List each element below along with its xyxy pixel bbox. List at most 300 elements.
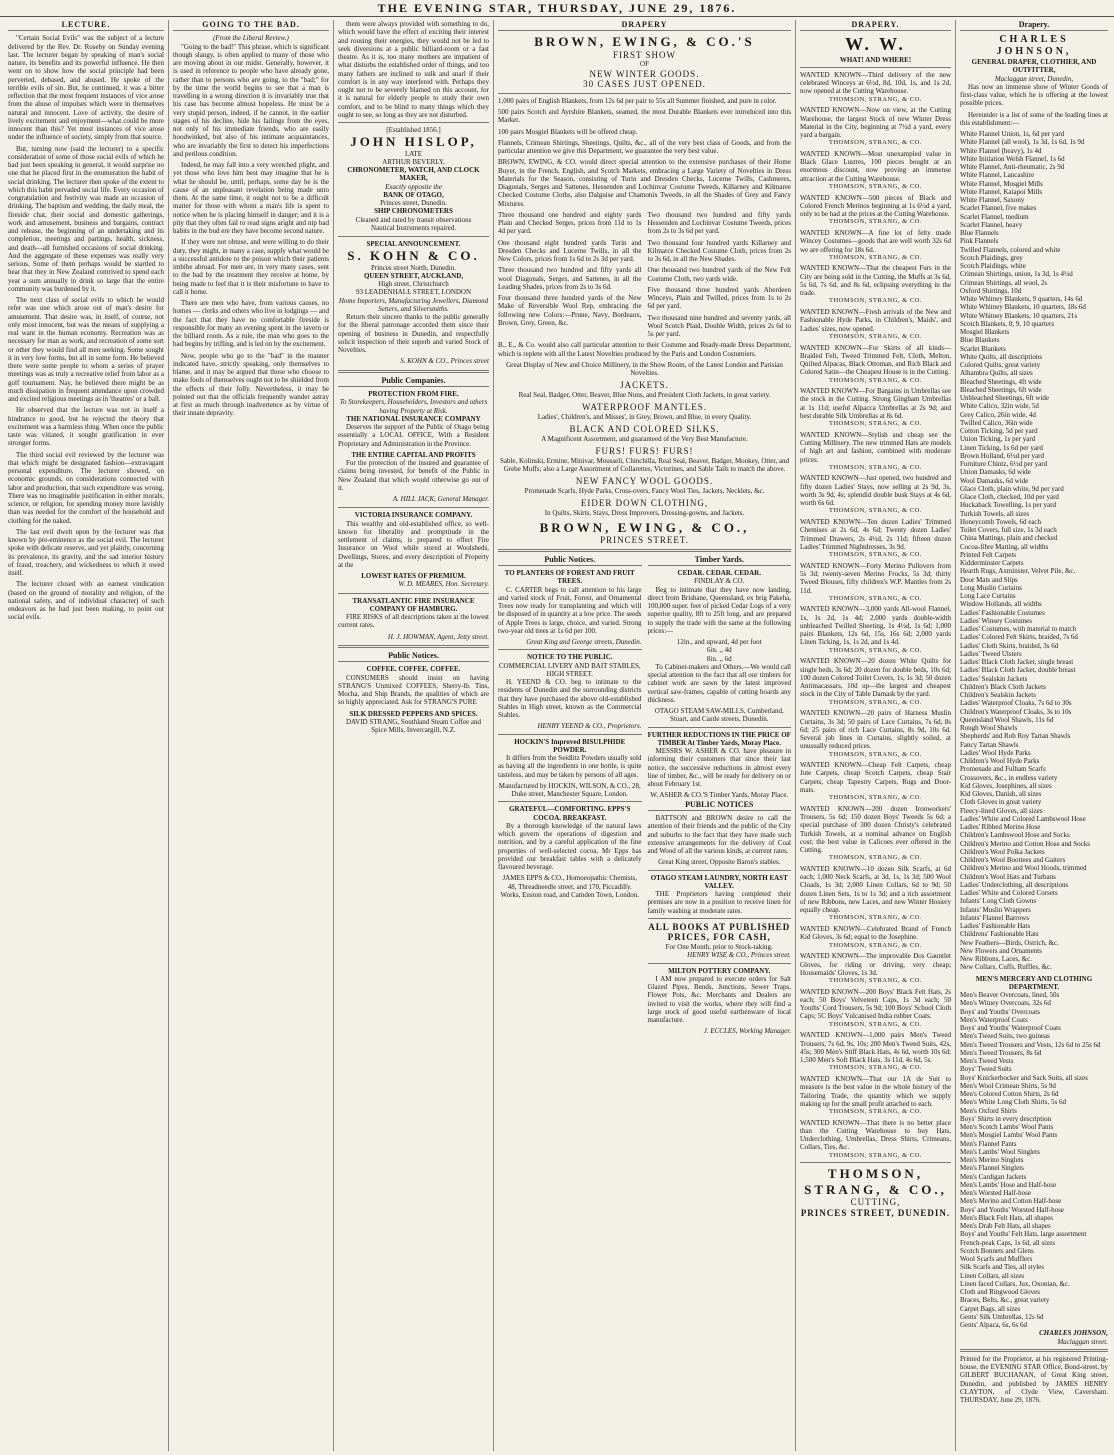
advert-line: To Storekeepers, Householders, Investors and others having Property at Risk. bbox=[339, 398, 488, 415]
advert-title: TRANSATLANTIC FIRE INSURANCE COMPANY OF HAMBURG. bbox=[352, 596, 475, 613]
stock-list-item: White Whitney Blankets, 10 quarters, 21s bbox=[960, 311, 1078, 320]
stock-list-item: White Flannel, Lancashire bbox=[960, 171, 1035, 180]
stock-list-item: Grey Calico, 26in wide, 4d bbox=[960, 410, 1036, 419]
wanted-known-text: WANTED KNOWN—Ten dozen Ladies' Trimmed Chemises at 2s 6d, 4s 6d; Twenty dozen Ladies' Trimmed Drawers, 2s 4½d, 2s 11d; fifteen dozen Ladies' Trimmed Nightdresses, 3s 9d. bbox=[800, 518, 951, 551]
wanted-known-item bbox=[800, 431, 951, 472]
grid-item: One thousand eight hundred yards Turin and Dresden Checks and Lucerne Twills, in all the New Colors, prices from 1s 6d to 2s 3d per yard. bbox=[498, 238, 642, 264]
stock-list-item: White Flannel, Kaiapoi Mills bbox=[960, 187, 1043, 196]
advert-line: ARTHUR BEVERLY, bbox=[382, 157, 445, 166]
dress-materials-grid bbox=[498, 211, 791, 342]
stock-list-item: Ladies' Tweed Ulsters bbox=[960, 649, 1022, 658]
wanted-known-item bbox=[800, 150, 951, 191]
wanted-known-item bbox=[800, 805, 951, 862]
wanted-known-item bbox=[800, 1031, 951, 1072]
stock-list-item: Queensland Wool Shawls, 11s 6d bbox=[960, 715, 1054, 724]
advert-title: OTAGO STEAM LAUNDRY, NORTH EAST VALLEY. bbox=[650, 873, 788, 890]
advert-signature: W. D. MEARES, Hon. Secretary. bbox=[398, 580, 489, 589]
wanted-known-text: WANTED KNOWN—1,000 pairs Men's Tweed Trousers, 7s 6d, 9s, 10s; 200 Men's Tweed Suits, 42s, 45s; 300 Men's Stiff Black Hats, 4s 6d, worth 10s 6d; 1,500 Men's Soft Black Hats, 3s 11d, 4s 6d, 5s. bbox=[800, 1031, 951, 1065]
brown-ewing-footer-address: PRINCES STREET. bbox=[600, 535, 689, 546]
wanted-known-item bbox=[800, 474, 951, 515]
stock-list-item: Kid Gloves, Josephines, all sizes bbox=[960, 781, 1052, 790]
stock-list-item: Cloth Gloves in great variety bbox=[960, 798, 1042, 807]
wanted-known-text: WANTED KNOWN—Stylish and cheap see the Cutting Millinery. The new trimmed Hats are models of high art and fashion, combined with moderate prices. bbox=[800, 430, 951, 464]
column-lecture bbox=[4, 20, 169, 1451]
stock-list-item: Ladies' Underclothing, all descriptions bbox=[960, 880, 1069, 889]
advert-line: High street, Christchurch bbox=[378, 280, 449, 289]
wanted-known-item bbox=[800, 194, 951, 226]
advert-body: C. CARTER begs to call attention to his large and varied stock of Fruit, Forest, and Ornamental Trees now ready for transplanting and which will be disposed of in quantity at a low price. The seeds of Apple Trees is large, choice, and varied. Strong two-year old trees at 1s 6d per 100. bbox=[498, 585, 642, 635]
fire-advert bbox=[338, 390, 489, 503]
stock-list-item: Ladies' Costumes, with material to match bbox=[960, 625, 1076, 634]
advert-title: COFFEE. COFFEE. COFFEE. bbox=[366, 665, 461, 674]
wanted-known-signature: THOMSON, STRANG, & CO. bbox=[829, 332, 922, 340]
wanted-known-item bbox=[800, 709, 951, 758]
stock-list-item: Boys' and Youths' Worsted Half-hose bbox=[960, 1205, 1064, 1214]
stock-list-item: Men's Oxford Shirts bbox=[960, 1106, 1017, 1115]
wanted-known-item bbox=[800, 229, 951, 261]
stock-list-item: Rough Wool Shawls bbox=[960, 724, 1018, 733]
wanted-known-text: WANTED KNOWN—20 dozen White Quilts for single beds, 3s 6d; 20 dozen for double beds, 10s 6d; 100 dozen Colored Toilet Covers, 1s, 1s 3d; 50 dozen Antimacassars, 10d up—the largest and cheapest stock in the City of Table Damask by the yard. bbox=[800, 657, 951, 699]
stock-list-item: Kidderminster Carpets bbox=[960, 559, 1024, 568]
advert-body: CONSUMERS should insist on having STRANG'S Unmixed COFFEES, Sherry-lb. Tins, Mocha, and Ship Brands, the qualities of which are so highly appreciated. Ask for STRANG'S PURE bbox=[338, 673, 489, 707]
stock-list-item: Carpet Bags, all sizes bbox=[960, 1304, 1021, 1313]
stock-list-item: Men's Beaver Overcoats, lined, 50s bbox=[960, 991, 1060, 1000]
advert-line: CHRONOMETER, WATCH, AND CLOCK MAKER, bbox=[347, 166, 480, 183]
wanted-known-text: WANTED KNOWN—Fresh arrivals of the New and Fashionable Hyde Parks, in Children's, Maids', and Ladies' sizes, now opened. bbox=[800, 308, 951, 333]
advert-body: MESSRS W. ASHER & CO. have pleasure in informing their customers that since their last notice, the successive reductions in almost every line of timber, &c., will be ready for delivery on or about February 1st. bbox=[647, 747, 791, 789]
wanted-known-signature: THOMSON, STRANG, & CO. bbox=[829, 420, 922, 428]
advert-title: CEDAR. CEDAR. CEDAR. bbox=[677, 569, 761, 578]
wanted-known-text: WANTED KNOWN—10 dozen Silk Scarfs, at 6d each; 1,000 Neck Scarfs, at 3d, 1s, 1s 3d; 500 Wool Cloads, 1s 3d; 2,000 Linen Collars, 6d to 9d; 50 dozen Linen Sets, 1s to 1s 3d; and a rich assortment of new Ribbons, new Laces, and new Winter Hosiery equally cheap. bbox=[800, 864, 951, 915]
stock-list-item: White Whitney Blankets, 9 quarters, 14s 6d bbox=[960, 295, 1083, 304]
wanted-known-signature: THOMSON, STRANG, & CO. bbox=[829, 95, 922, 103]
stock-list-item: Pink Flannels bbox=[960, 237, 999, 246]
advert-title: NOTICE TO THE PUBLIC. bbox=[526, 653, 613, 662]
price-line: 12in., and upward, 4d per foot bbox=[676, 638, 762, 647]
article-heading: GOING TO THE BAD. bbox=[173, 20, 329, 31]
wanted-known-item bbox=[800, 605, 951, 654]
stock-list-item: Union Ticking, 1s per yard bbox=[960, 435, 1036, 444]
stock-list-item: Infants' Long Cloth Gowns bbox=[960, 897, 1037, 906]
advert-body: Deserves the support of the Public of Otago being essentially a LOCAL OFFICE, With a Resident Proprietary and Administration in the Province. bbox=[338, 423, 489, 448]
wanted-known-text: WANTED KNOWN—500 pieces of Black and Colored French Merinos beginning at 1s 6½d a yard, only to be had at the prices at the Cutting Warehouse. bbox=[800, 193, 951, 219]
wanted-known-item bbox=[800, 1119, 951, 1160]
advert-title: ALL BOOKS AT PUBLISHED PRICES, FOR CASH, bbox=[648, 921, 791, 943]
stock-list-item: Ladies' Fashionable Costumes bbox=[960, 608, 1045, 617]
lower-notices bbox=[498, 555, 791, 1036]
advert-signature: HENRY WISE & CO., Princes street. bbox=[687, 951, 791, 960]
advert-body: By a thorough knowledge of the natural laws which govern the operations of digestion and nutrition, and by a careful application of the fine properties of well-selected cocoa, Mr Epps has provided our breakfast tables with a delicately flavoured beverage. bbox=[498, 821, 642, 872]
advert-line: 30 CASES JUST OPENED. bbox=[583, 79, 706, 90]
johnson-trade: GENERAL DRAPER, CLOTHIER, AND OUTFITTER, bbox=[971, 58, 1097, 75]
lecture-paragraph: The last evil dwelt upon by the lecturer was that known by pre-eminence as the social evil. The lecturer spoke with delicate reserve, and yet plainly, concerning its prevalence, its gravity, and the sad interior history of fraud, treachery, and wickedness to which it owed itself. bbox=[8, 527, 164, 578]
section-heading: Public Notices. bbox=[338, 651, 489, 662]
advert-body: Return their sincere thanks to the public generally for the liberal patronage accorded them since their opening of business in Dunedin, and respectfully solicit inspection of their superb and varied Stock of Novelties. bbox=[338, 313, 489, 355]
stock-list-item: New Ribbons, Laces, &c. bbox=[960, 955, 1032, 964]
wanted-known-text: WANTED KNOWN—Now on view, at the Cutting Warehouse, the largest Stock of new Winter Dress Material in the City, beginning at 7½d a yard, every yard a bargain. bbox=[800, 106, 951, 140]
masthead-title: THE EVENING STAR, THURSDAY, JUNE 29, 1876. bbox=[377, 1, 737, 15]
advert-body: BATTSON and BROWN desire to call the attention of their friends and the public of the City and suburbs to the fact that they have made such extensive arrangements for the delivery of Coal and Wood of all the various kinds, at current rates. bbox=[647, 814, 791, 856]
article-source: (From the Liberal Review.) bbox=[213, 34, 289, 43]
stock-list-item: Window Hollands, all widths bbox=[960, 600, 1042, 609]
column-charles-johnson bbox=[956, 20, 1112, 1451]
advert-line: LATE bbox=[404, 149, 423, 158]
stock-list-item: Men's Merino Singlets bbox=[960, 1156, 1024, 1165]
advert-signature: JAMES EPPS & CO., Homoeopathic Chemists, 48, Threadneedle street, and 170, Piccadilly. Works, Euston road, and Camden Town, London. bbox=[500, 874, 639, 899]
stock-line: 1,000 pairs of English Blankets, from 12s 6d per pair to 55s all Summer finished, and pure in color. bbox=[498, 96, 777, 105]
wanted-known-signature: THOMSON, STRANG, & CO. bbox=[829, 1108, 922, 1116]
wanted-known-item bbox=[800, 761, 951, 802]
advert-body: FIRE RISKS of all descriptions taken at the lowest current rates. bbox=[338, 613, 489, 630]
stock-list-item: Door Mats and Slips bbox=[960, 575, 1018, 584]
wanted-known-item bbox=[800, 925, 951, 949]
wanted-known-text: WANTED KNOWN—3,000 yards All-wool Flannel, 1s, 1s 2d, 1s 4d; 2,000 yards double-width unbleached Twilled Sheeting, 1s 4½d, 1s 6d; 1,000 pairs Blankets, 12s 6d, 15s, 16s 6d; 2,000 yards Linen Ticking, 1s, 1s 2d, and 1s 4d. bbox=[800, 605, 951, 647]
stock-list-item: Boys' Tweed Suits bbox=[960, 1065, 1012, 1074]
ww-logo: W. W. bbox=[845, 34, 906, 55]
wanted-known-text: WANTED KNOWN—Just opened, two hundred and fifty dozen Ladies' Stays, now selling at 2s 9d, 3s, worth 3s 9d, 4s; splendid double busk Stays at 4s 6d, worth 6s 6d. bbox=[800, 474, 951, 508]
advert-line: SILK DRESSED PEPPERS AND SPICES. bbox=[349, 709, 478, 718]
stock-line: Real Seal, Badger, Otter, Beaver, Blue Nuns, and President Cloth Jackets, in great variety. bbox=[518, 390, 771, 399]
stock-list-item: Men's Cardigan Jackets bbox=[960, 1172, 1027, 1181]
wanted-known-text: WANTED KNOWN—For Skirts of all kinds—Braided Felt, Tweed Trimmed Felt, Cloth, Melton, Quilted Alpacas, Black Ottoman, and Rich Black and Colored Satin—the Cheapest House is in the Cutting. bbox=[800, 343, 951, 377]
stock-list-item: Wool Scarfs and Mufflers bbox=[960, 1255, 1033, 1264]
column-advertisements bbox=[334, 20, 494, 1451]
stock-list-item: Unbleached Sheetings, 6ft wide bbox=[960, 394, 1050, 403]
column-thomson-strang bbox=[796, 20, 956, 1451]
stock-list-item: Children's Merino and Wool Hoods, trimmed bbox=[960, 864, 1087, 873]
stock-list-item: Boys' Knickerbocker and Sack Suits, all sizes bbox=[960, 1073, 1088, 1082]
grid-item: One thousand two hundred yards of the New Felt Costume Cloth, two yards wide. bbox=[647, 266, 791, 283]
stock-list-item: New Feathers—Birds, Ostrich, &c. bbox=[960, 938, 1059, 947]
stock-list-item: Union Damasks, 6d wide bbox=[960, 468, 1031, 477]
stock-list-item: Children's Wool Boottees and Gaiters bbox=[960, 856, 1066, 865]
stock-list-item: Children's Wool Hats and Turbans bbox=[960, 872, 1056, 881]
stock-list-item: Scotch Blankets, 8, 9, 10 quarters bbox=[960, 319, 1055, 328]
stock-list-item: Printed Felt Carpets bbox=[960, 550, 1016, 559]
stock-list-item: Gents' Alpaca, 6s, 6s 6d bbox=[960, 1321, 1027, 1330]
johnson-stock-list bbox=[960, 130, 1108, 972]
section-title: NEW FANCY WOOL GOODS. bbox=[575, 476, 714, 487]
stock-list-item: Ladies' Colored Felt Skirts, braided, 7s 6d bbox=[960, 633, 1078, 642]
advert-line: 93 LEADENHALL STREET, LONDON bbox=[355, 288, 472, 297]
stock-list-item: Scotch Plaidings, grey bbox=[960, 253, 1023, 262]
stock-line: Promenade Scarfs, Hyde Parks, Cross-overs, Fancy Wool Ties, Jackets, Necklets, &c. bbox=[524, 486, 765, 495]
johnson-intro: Has now an immense show of Winter Goods of first-class value, which he is offering at the lowest possible prices. bbox=[960, 82, 1108, 108]
lecture-heading: LECTURE. bbox=[8, 20, 164, 31]
wanted-known-item bbox=[800, 308, 951, 340]
stock-list-item: New Collars, Cuffs, Ruffles, &c. bbox=[960, 963, 1052, 972]
stock-list-item: Boys' and Youths' Overcoats bbox=[960, 1007, 1040, 1016]
advert-title: FURTHER REDUCTIONS IN THE PRICE OF TIMBER At Timber Yards, Moray Place. bbox=[647, 730, 791, 747]
advert-body: It differs from the Seidlitz Powders usually sold as having all the ingredients in one bottle, is quite tasteless, and may be taken by persons of all ages. bbox=[498, 754, 642, 779]
stock-list-item: Oxford Shirtings, 10d bbox=[960, 286, 1022, 295]
article-paragraph: There are men who have, from various causes, no homes — clerks and others who live in lodgings — and the fact that they have no comfortable fireside is responsible for many an evening spent in the tavern or the billiard room. As a rule, the man who goes to the bad begins by trifling, and is led on by the excitement. bbox=[173, 299, 329, 349]
stock-list-item: Ladies' Sealskin Jackets bbox=[960, 674, 1028, 683]
hislop-advert bbox=[338, 134, 489, 232]
stock-list-item: Children's Wool Polka Jackets bbox=[960, 847, 1045, 856]
stock-list-item: White Flannel Union, 1s, 6d per yard bbox=[960, 130, 1065, 139]
stock-list-item: Glace Cloth, checked, 10d per yard bbox=[960, 493, 1059, 502]
stock-line: 500 pairs Scotch and Ayrshire Blankets, seamed, the most Durable Blankets ever introduced into this Market. bbox=[498, 108, 791, 125]
wanted-known-text: WANTED KNOWN—The improvable Dos Gauntlet Gloves, for riding or driving, very cheap; Housemaids' Gloves, 1s 3d. bbox=[800, 952, 951, 977]
stock-list-item: Men's Drab Felt Hats, all shapes bbox=[960, 1222, 1051, 1231]
stock-list-item: Men's Colored Cotton Shirts, 2s 6d bbox=[960, 1090, 1059, 1099]
stock-list-item: White Flannel (all wool), 1s 3d, 1s 6d, 1s 9d bbox=[960, 138, 1085, 147]
lecture-paragraph: "Certain Social Evils" was the subject of a lecture delivered by the Rev. Dr. Roseby on Sunday evening last. The lecturer began by speaking of man's social nature, its benefits and its powerful influence. He then went on to show how the social principle had been perverted, debased, and abused. He spoke of the terrible evils of sin. But, he continued, it was a bitter reflection that the most frequent instances of vice arose from the abuse of impulses which were in themselves natural and innocent. Love of activity, the desire of lively excitement and enjoyment—what could be more innocent than this? Yet most instances of vice arose under the influence of society, simply from that source. bbox=[8, 34, 164, 142]
wanted-known-signature: THOMSON, STRANG, & CO. bbox=[829, 794, 922, 802]
stock-list-item: White Flannel (heavy), 1s 4d bbox=[960, 146, 1042, 155]
wanted-known-signature: THOMSON, STRANG, & CO. bbox=[829, 507, 922, 515]
lecture-paragraph: He observed that the lecture was not in itself a hindrance to good, but he rejected the theory that excitement was a harmless thing. When once the public taste was vitiated, it sought gratification in ever stronger forms. bbox=[8, 406, 164, 448]
price-line: 8in. ,, 6d bbox=[706, 654, 732, 663]
wanted-known-item bbox=[800, 657, 951, 706]
advert-line: NEW WINTER GOODS. bbox=[589, 68, 700, 79]
wanted-known-text: WANTED KNOWN—Cheap Felt Carpets, cheap Jute Carpets, cheap Scotch Carpets, cheap Stair Carpets, cheap Tapestry Carpets, Rugs and Door-mats. bbox=[800, 761, 951, 794]
stock-line: 100 pairs Mosgiel Blankets will be offered cheap. bbox=[498, 127, 638, 136]
stock-list-item: Fleecy-lined Gloves, all sizes bbox=[960, 806, 1043, 815]
wanted-known-signature: THOMSON, STRANG, & CO. bbox=[829, 854, 922, 862]
advert-body: To Cabinet-makers and Others.—We would call special attention to the fact that all our timbers for cabinet work are sawn by the latest improved vertical saw-frames, capable of cutting boards any thickness. bbox=[647, 662, 791, 704]
thomson-footer-cutting: CUTTING, bbox=[850, 1196, 901, 1207]
advert-signature: HENRY YEEND & CO., Proprietors. bbox=[537, 722, 642, 731]
brown-ewing-name: BROWN, EWING, & CO.'S bbox=[534, 34, 755, 50]
section-heading: Timber Yards. bbox=[648, 555, 792, 566]
stock-list-item: Ladies' White and Colored Corsets bbox=[960, 889, 1058, 898]
stock-list-item: Honeycomb Towels, 6d each bbox=[960, 517, 1042, 526]
section-title: FURS! FURS! FURS! bbox=[595, 445, 694, 456]
stock-list-item: Children's Merino and Cotton Hose and Socks bbox=[960, 839, 1090, 848]
stock-list-item: Children's Sealskin Jackets bbox=[960, 691, 1036, 700]
section-heading: Public Notices. bbox=[498, 555, 642, 566]
stock-list-item: Linen Collars, all sizes bbox=[960, 1271, 1025, 1280]
stock-list-item: White Calico, 32in wide, 5d bbox=[960, 402, 1039, 411]
stock-list-item: Men's Tweed Vests bbox=[960, 1057, 1014, 1066]
stock-list-item: Ladies' White and Colored Lambswool Hose bbox=[960, 814, 1086, 823]
public-notices-column bbox=[498, 555, 642, 1036]
johnson-signature: CHARLES JOHNSON, bbox=[1039, 1329, 1108, 1338]
thomson-footer-name: THOMSON, STRANG, & CO., bbox=[804, 1166, 947, 1197]
advert-body: I AM now prepared to execute orders for Salt Glazed Pipes, Bends, Junctions, Sewer Traps, Flower Pots, &c. Merchants and Dealers are invited to visit the works, where they will find a large stock of good useful earthenware of local manufacture. bbox=[647, 974, 791, 1025]
advert-name: S. KOHN & CO. bbox=[347, 248, 480, 264]
section-heading: PUBLIC NOTICES bbox=[648, 800, 792, 811]
article-paragraph: If they were not obtuse, and were willing to do their duty, they might, in many a case, supply what would be a successful antidote to the poison which their patients imbibe abroad. For men are, in very many cases, sent to the bad by the treatment they receive at home, by being made to feel that it is their misfortune to have to call it home. bbox=[173, 238, 329, 296]
wanted-known-item bbox=[800, 952, 951, 984]
stock-list-item: Men's Black Felt Hats, all shapes bbox=[960, 1213, 1054, 1222]
column-going-to-the-bad bbox=[169, 20, 334, 1451]
stock-list-item: Boys' Shirts in every description bbox=[960, 1114, 1052, 1123]
stock-list-item: Long Lace Curtains bbox=[960, 592, 1016, 601]
stock-list-item: Men's Wool Crimean Shirts, 5s 9d bbox=[960, 1081, 1056, 1090]
stock-list-item: Promenade and Fulham Scarfs bbox=[960, 765, 1046, 774]
wanted-known-item bbox=[800, 865, 951, 922]
brown-ewing-footer-name: BROWN, EWING, & CO., bbox=[539, 519, 750, 535]
lecture-paragraph: The lecturer closed with an earnest vindication (based on the ground of morality and religion, of the national safety, and of individual character) of such endeavors as he had just been making, to point out social evils. bbox=[8, 580, 164, 622]
stock-list-item: Twilled Flannels, colored and white bbox=[960, 245, 1061, 254]
what-and-where: WHAT! AND WHERE! bbox=[839, 55, 912, 64]
article-paragraph: Indeed, he may fall into a very wretched plight, and yet those who love him best may imagine that he is what he should be, until, perhaps, some day he is the cause of an unpleasant revelation being made unto them. At the same time, it ought not to be a difficult matter for those with whom a man's life is spent to notice when he is placing himself in danger; and it is a pity that they often fail to read signs aright and nip bad habits in the bud ere they have become second nature. bbox=[173, 161, 329, 236]
advert-signature: Great King street, Opposite Baron's stables. bbox=[658, 858, 781, 867]
wanted-known-item bbox=[800, 988, 951, 1029]
advert-body: This wealthy and old-established office, so well-known for liberality and promptitude in the settlement of claims, is prepared to effect Fire Insurance on Wool while stored at Woolsheds, Dwellings, Stores, and every description of Property at the bbox=[338, 519, 489, 569]
drapery-heading: DRAPERY. bbox=[800, 20, 951, 31]
advert-line: Princes street, Dunedin. bbox=[380, 199, 447, 208]
advert-title: TO PLANTERS OF FOREST AND FRUIT TREES. bbox=[504, 569, 635, 586]
wanted-known-text: WANTED KNOWN—200 dozen Ironworkers' Trousers, 5s 6d; 150 dozen Boys' Tweeds 5s 6d; a special purchase of 300 dozen Christy's celebrated Turkish Towels, at a nominal advance on English cost; the best value in Calicoes ever offered in the Cutting. bbox=[800, 804, 951, 855]
wanted-known-item bbox=[800, 264, 951, 305]
stock-line: A Magnificent Assortment, and guaranteed of the Very Best Manufacture. bbox=[541, 434, 748, 443]
advert-signature: J. ECCLES, Working Manager. bbox=[703, 1027, 791, 1036]
stock-list-item: Linen Ticking, 1s 6d per yard bbox=[960, 443, 1043, 452]
wanted-known-list bbox=[800, 71, 951, 1159]
stock-list-item: White Initiation Welsh Flannel, 1s 6d bbox=[960, 154, 1065, 163]
stock-list-item: Men's Worsted Half-hose bbox=[960, 1189, 1031, 1198]
stock-list-item: Bleached Sheetings, 6ft wide bbox=[960, 385, 1042, 394]
stock-list-item: Scarlet Flannel, heavy bbox=[960, 220, 1023, 229]
section-title: EIDER DOWN CLOTHING, bbox=[580, 497, 709, 508]
stock-list-item: Ladies' Winsey Costumes bbox=[960, 616, 1033, 625]
advert-line: Nautical Instruments repaired. bbox=[371, 223, 456, 232]
stock-list-item: White Flannel, Saxony bbox=[960, 196, 1025, 205]
stock-list-item: Crimean Shirtings, all wool, 2s bbox=[960, 278, 1048, 287]
advert-line: Princes street North, Dunedin. bbox=[371, 263, 456, 272]
wanted-known-text: WANTED KNOWN—That there is no better place than the Cutting Warehouse to buy Hats, Underclothing, Umbrellas, Dress Shirts, Crimeans, Collars, Ties, &c. bbox=[800, 1118, 951, 1152]
stock-list-item: China Mattings, plain and checked bbox=[960, 534, 1058, 543]
advert-line: FINDLAY & CO. bbox=[694, 577, 745, 586]
wanted-known-item bbox=[800, 387, 951, 428]
stock-list-item: Huckaback Towelling, 1s per yard bbox=[960, 501, 1056, 510]
stock-list-item: French-peak Caps, 1s 6d, all sizes bbox=[960, 1238, 1056, 1247]
wanted-known-signature: THOMSON, STRANG, & CO. bbox=[829, 1020, 922, 1028]
stock-list-item: Cloth and Ringwood Gloves bbox=[960, 1288, 1040, 1297]
advert-line: Exactly opposite the bbox=[385, 182, 442, 191]
stock-list-item: Twilled Calico, 36in wide bbox=[960, 418, 1033, 427]
wanted-known-text: WANTED KNOWN—A fine lot of felty made Wincey Costumes—goods that are well worth 32s 6d we are offering for 18s 6d. bbox=[800, 229, 951, 254]
wanted-known-item bbox=[800, 562, 951, 603]
grid-item: Two thousand two hundred and fifty yards Hessenden and Lochinvar Costume Tweeds, prices from 2s to 3s 6d per yard. bbox=[647, 210, 791, 236]
stock-list-item: Children's Black Cloth Jackets bbox=[960, 682, 1046, 691]
advert-line: Home Importers, Manufacturing Jewellers, Diamond Setters, and Silversmiths. bbox=[338, 296, 489, 313]
advert-body: Beg to intimate that they have now landing, direct from Brisbane, Queensland, ex brig Pakeha, 100,000 super. feet of picked Cedar Logs of a very superior quality, 8ft to 25ft long, and are prepared to supply the trade with the same at the following prices:— bbox=[647, 585, 791, 635]
stock-list-item: Ladies' Wool Hyde Parks bbox=[960, 748, 1031, 757]
stock-list-item: Men's Tweed Trousers and Vests, 12s 6d to 25s 6d bbox=[960, 1040, 1101, 1049]
wanted-known-signature: THOMSON, STRANG, & CO. bbox=[829, 941, 922, 949]
wanted-known-signature: THOMSON, STRANG, & CO. bbox=[829, 977, 922, 985]
stock-list-item: Children's Waterproof Cloaks, 3s to 10s bbox=[960, 707, 1072, 716]
stock-list-item: Blue Blankets bbox=[960, 336, 1000, 345]
stock-list-item: Scarlet Flannel, medium bbox=[960, 212, 1029, 221]
stock-list-item: New Flowers and Ornaments bbox=[960, 946, 1042, 955]
stock-list-item: Crossovers, &c., in endless variety bbox=[960, 773, 1058, 782]
special-announcement: SPECIAL ANNOUNCEMENT. bbox=[366, 240, 461, 249]
advert-line: THE NATIONAL INSURANCE COMPANY bbox=[346, 414, 481, 423]
stock-list-item: Braces, Belts, &c., great variety bbox=[960, 1296, 1050, 1305]
wanted-known-signature: THOMSON, STRANG, & CO. bbox=[829, 1064, 922, 1072]
advert-line: OF bbox=[640, 60, 649, 69]
stock-list-item: Ladies' Cloth Skirts, braided, 3s 6d bbox=[960, 641, 1059, 650]
advert-line: Cleaned and rated by transit observations bbox=[355, 215, 472, 224]
advert-title: PROTECTION FROM FIRE. bbox=[368, 390, 459, 399]
wanted-known-item bbox=[800, 518, 951, 559]
stock-list-item: Scarlet Blankets bbox=[960, 344, 1006, 353]
stock-list-item: Men's Merino and Cotton Half-hose bbox=[960, 1197, 1062, 1206]
wanted-known-signature: THOMSON, STRANG, & CO. bbox=[829, 297, 922, 305]
stock-list-item: Blue Flannels bbox=[960, 229, 999, 238]
johnson-intro: Hereunder is a list of some of the leading lines at this establishment:— bbox=[960, 110, 1108, 127]
stock-list-item: Turkish Towels, all sizes bbox=[960, 509, 1030, 518]
wanted-known-item bbox=[800, 344, 951, 385]
advert-title: MILTON POTTERY COMPANY. bbox=[668, 966, 771, 975]
stock-line: Ladies', Children's, and Misses', in Grey, Brown, and Blue, in every Quality. bbox=[537, 412, 752, 421]
stock-list-item: Mosgiel Blankets bbox=[960, 328, 1010, 337]
stock-list-item: White Whitney Blankets, 10 quarters, 18s 6d bbox=[960, 303, 1086, 312]
advert-signature: H. J. HOWMAN, Agent, Jetty street. bbox=[387, 632, 489, 641]
stock-line: Sable, Kolinski, Ermine, Minivar, Mousseli, Chinchilla, Real Seal, Beaver, Badger, Monkey, Otter, and Grebe Muffs; also a Large Assortment of Collarettes, Victorines, and Sable Tails to match the above. bbox=[499, 456, 790, 473]
lecture-paragraph: But, turning now (said the lecturer) to a specific consideration of some of those social evils of which he had just been speaking in general, it would surprise no one that he placed first in the enumeration the habit of social drinking. The lecturer then spoke of the extent to which this habit pervaded social life. Every occasion of congratulation and festivity was made an occasion of drinking. The baptism and wedding, the daily meal, the fireside chat, their social and domestic gatherings, work and amusement, business and bargains, contract and release, the beginning of an undertaking and its completion, meetings and partings, health, sickness, and death—all furnished occasions of social drinking. And the aggregate of these expenses was really very serious. Some of them perhaps would be startled to hear that they in New Zealand contrived to spend each year a sum annually in drink so large that the entire community was burdened by it. bbox=[8, 144, 164, 293]
stock-list-item: Boys' and Youths' Felt Hats, large assortment bbox=[960, 1230, 1087, 1239]
wanted-known-item bbox=[800, 106, 951, 147]
timber-yards-column bbox=[648, 555, 792, 1036]
stock-list-item: Glace Cloth, plain white, 9d per yard bbox=[960, 484, 1064, 493]
stock-list-item: Men's Witney Overcoats, 32s 6d bbox=[960, 999, 1051, 1008]
mens-stock-list bbox=[960, 991, 1108, 1329]
stock-line: B., E., & Co. would also call particular attention to their Costume and Ready-made Dress Department, which is replete with all the Latest Novelties produced by the Paris and London Costumiers. bbox=[498, 341, 791, 358]
stock-list-item: Men's Flannel Singlets bbox=[960, 1164, 1024, 1173]
stock-list-item: Linen faced Collars, Jux, Oxonian, &c. bbox=[960, 1279, 1070, 1288]
stock-list-item: Colored Quilts, great variety bbox=[960, 361, 1041, 370]
hamburg-advert bbox=[338, 597, 489, 641]
advert-title: VICTORIA INSURANCE COMPANY. bbox=[354, 511, 473, 520]
wanted-known-signature: THOMSON, STRANG, & CO. bbox=[829, 698, 922, 706]
lecture-paragraph: The third social evil reviewed by the lecturer was that which might be designated fashion—extravagant personal expenditure. The lecturer showed, on economic grounds, on considerations connected with labor and production, that such expenditure was wrong. There was no imaginable justification in either morals, science, or religion, for spending money more lavishly than was needed for the comfort of the household and clothing for the naked. bbox=[8, 450, 164, 525]
advert-title: HOCKIN'S Improved BISULPHIDE POWDER. bbox=[514, 737, 626, 754]
advert-name: JOHN HISLOP, bbox=[350, 134, 477, 150]
stock-list-item: Men's Scotch Lambs' Wool Pants bbox=[960, 1123, 1054, 1132]
printer-imprint: Printed for the Proprietor, at his registered Printing-house, the EVENING STAR Office, Bond-street, by GILBERT BUCHANAN, of Great King street, Dunedin, and published by JAMES HENRY CLAYTON, of Clyde View, Caversham. THURSDAY, June 29, 1876. bbox=[960, 1354, 1108, 1405]
advert-signature: A. HILL JACK, General Manager. bbox=[392, 495, 489, 504]
section-title: WATERPROOF MANTLES. bbox=[581, 402, 707, 413]
stock-list-item: White Flannel, Anti-rheumatic, 2s 9d bbox=[960, 163, 1065, 172]
advert-signature: S. KOHN & CO., Princes street bbox=[400, 357, 489, 366]
section-heading: Public Companies. bbox=[338, 376, 489, 387]
thomson-footer-address: PRINCES STREET, DUNEDIN. bbox=[800, 1207, 951, 1218]
stock-list-item: Bleached Sheetings, 4ft wide bbox=[960, 377, 1042, 386]
stock-list-item: Scotch Plaidings, white bbox=[960, 262, 1026, 271]
stock-list-item: Fancy Tartan Shawls bbox=[960, 740, 1019, 749]
stock-list-item: Furniture Chintz, 6½d per yard bbox=[960, 460, 1048, 469]
masthead bbox=[0, 0, 1114, 17]
stock-list-item: Crimean Shirtings, union, 1s 3d, 1s 4½d bbox=[960, 270, 1073, 279]
stock-list-item: Boys' and Youths' Waterproof Coats bbox=[960, 1024, 1061, 1033]
wanted-known-item bbox=[800, 71, 951, 103]
stock-list-item: White Flannel, Mosgiel Mills bbox=[960, 179, 1043, 188]
stock-list-item: White Quilts, all descriptions bbox=[960, 352, 1043, 361]
wanted-known-signature: THOMSON, STRANG, & CO. bbox=[829, 551, 922, 559]
section-title: BLACK AND COLORED SILKS. bbox=[569, 424, 720, 435]
grid-item: Five thousand three hundred yards Aberdeen Winceys, Plain and Twilled, prices from 1s to 2s 6d per yard. bbox=[647, 285, 791, 311]
stock-list-item: Hearth Rugs, Axminster, Velvet Pile, &c. bbox=[960, 567, 1076, 576]
wanted-known-text: WANTED KNOWN—Celebrated Brand of French Kid Gloves, 3s 6d; equal to the Josephine. bbox=[800, 925, 951, 942]
wanted-known-text: WANTED KNOWN—That our 1A de Suit to measure is the best value in the whole history of the Tailoring Trade, the quantity which we supply making up for the small profit attached to each. bbox=[800, 1075, 951, 1108]
drapery-heading: DRAPERY bbox=[498, 20, 791, 31]
advert-line: BANK OF OTAGO, bbox=[383, 190, 444, 199]
stock-list-item: Children's Lambswool Hose and Socks bbox=[960, 831, 1070, 840]
wanted-known-signature: THOMSON, STRANG, & CO. bbox=[829, 218, 922, 226]
stock-list-item: Men's Lambs' Wool Singlets bbox=[960, 1147, 1040, 1156]
stock-list-item: Alhambra Quilts, all sizes bbox=[960, 369, 1033, 378]
wanted-known-signature: THOMSON, STRANG, & CO. bbox=[829, 253, 922, 261]
advert-line: THE ENTIRE CAPITAL AND PROFITS bbox=[351, 450, 476, 459]
stock-list-item: Cotton Ticking, 5d per yard bbox=[960, 427, 1038, 436]
